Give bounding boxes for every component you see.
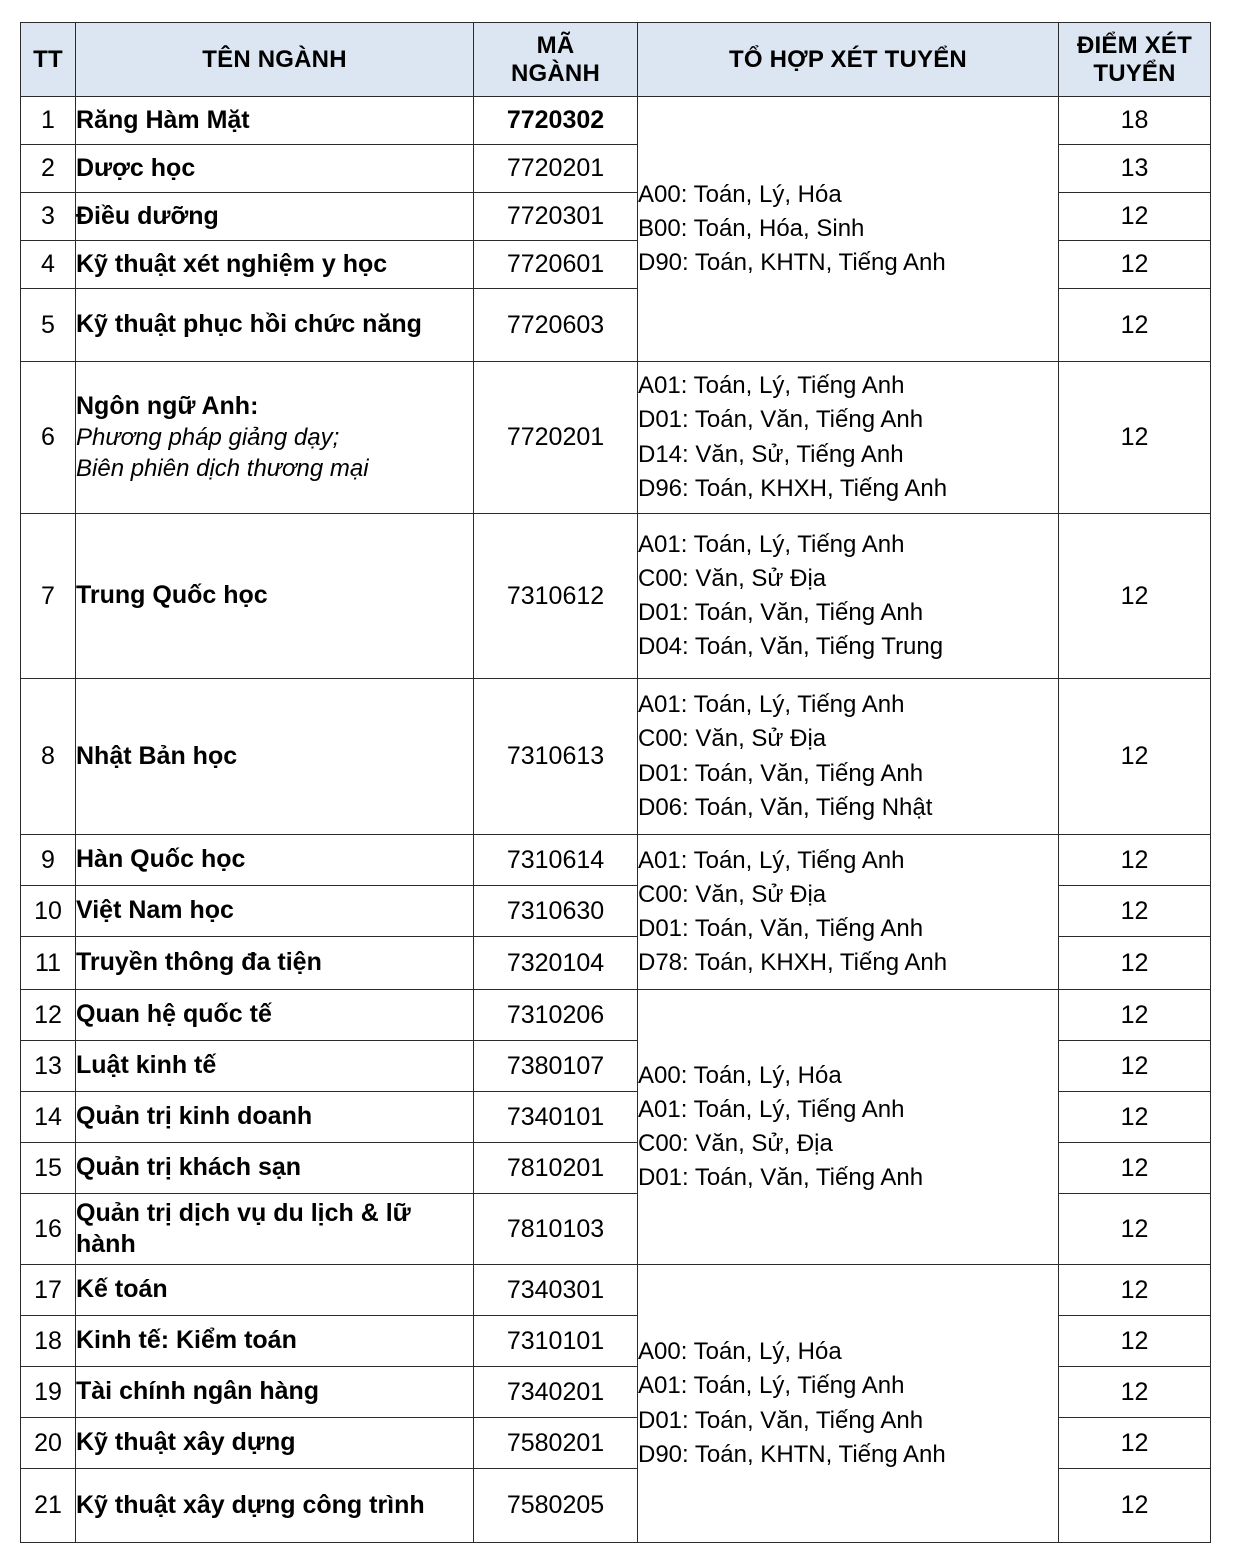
cell-major-code: 7720201 xyxy=(474,362,638,514)
admission-score-table xyxy=(20,22,1211,1543)
cell-tt: 15 xyxy=(21,1143,76,1194)
major-name-text: Dược học xyxy=(76,153,196,182)
column-header-score-line1: ĐIỂM XÉT xyxy=(1077,31,1192,59)
cell-tt: 19 xyxy=(21,1367,76,1418)
cell-tt: 21 xyxy=(21,1469,76,1543)
cell-major-code: 7310614 xyxy=(474,835,638,886)
major-name-text: Kỹ thuật xây dựng công trình xyxy=(76,1490,425,1519)
cell-tt: 9 xyxy=(21,835,76,886)
cell-major-name xyxy=(76,145,474,193)
cell-score: 12 xyxy=(1059,1316,1211,1367)
major-name-text: Nhật Bản học xyxy=(76,741,238,770)
cell-major-code: 7810103 xyxy=(474,1194,638,1265)
cell-score: 12 xyxy=(1059,1265,1211,1316)
cell-tt: 10 xyxy=(21,886,76,937)
cell-tt: 13 xyxy=(21,1041,76,1092)
major-name-text: Kỹ thuật xây dựng xyxy=(76,1428,296,1457)
cell-tt: 5 xyxy=(21,289,76,362)
cell-major-code: 7320104 xyxy=(474,937,638,990)
table-row xyxy=(21,679,1211,835)
combination-line: A01: Toán, Lý, Tiếng Anh xyxy=(638,372,905,400)
combination-line: A00: Toán, Lý, Hóa xyxy=(638,1338,842,1366)
cell-major-name xyxy=(76,1367,474,1418)
combination-line: A01: Toán, Lý, Tiếng Anh xyxy=(638,1372,905,1400)
major-name-text: Quản trị khách sạn xyxy=(76,1153,302,1182)
column-header-code xyxy=(474,23,638,97)
cell-major-name xyxy=(76,514,474,679)
cell-major-code: 7720302 xyxy=(474,97,638,145)
combination-line: D01: Toán, Văn, Tiếng Anh xyxy=(638,406,924,434)
cell-score: 12 xyxy=(1059,1469,1211,1543)
combination-line: D01: Toán, Văn, Tiếng Anh xyxy=(638,1164,924,1192)
combination-line: A01: Toán, Lý, Tiếng Anh xyxy=(638,1095,905,1123)
cell-tt: 6 xyxy=(21,362,76,514)
cell-major-name xyxy=(76,97,474,145)
combination-line: A01: Toán, Lý, Tiếng Anh xyxy=(638,846,905,874)
major-name-text: Quản trị dịch vụ du lịch & lữ hành xyxy=(76,1198,411,1258)
major-name-text: Quản trị kinh doanh xyxy=(76,1102,313,1131)
cell-score: 12 xyxy=(1059,679,1211,835)
cell-score: 12 xyxy=(1059,1092,1211,1143)
cell-major-name xyxy=(76,1469,474,1543)
cell-major-name xyxy=(76,1041,474,1092)
combination-line: D90: Toán, KHTN, Tiếng Anh xyxy=(638,249,946,277)
cell-combination-group-rows-1-5 xyxy=(638,97,1059,362)
cell-score: 12 xyxy=(1059,289,1211,362)
cell-combination-group-rows-12-16 xyxy=(638,990,1059,1265)
cell-major-code: 7340101 xyxy=(474,1092,638,1143)
major-name-text: Việt Nam học xyxy=(76,896,234,925)
cell-combination-group-rows-17-21 xyxy=(638,1265,1059,1543)
cell-score: 12 xyxy=(1059,1418,1211,1469)
major-name-text: Kế toán xyxy=(76,1275,168,1304)
cell-score: 13 xyxy=(1059,145,1211,193)
column-header-code-line2: NGÀNH xyxy=(511,59,600,87)
column-header-tt: TT xyxy=(21,23,76,97)
combination-line: D04: Toán, Văn, Tiếng Trung xyxy=(638,633,944,661)
column-header-combination: TỔ HỢP XÉT TUYỂN xyxy=(638,23,1059,97)
combination-line: B00: Toán, Hóa, Sinh xyxy=(638,214,865,242)
cell-score: 12 xyxy=(1059,362,1211,514)
cell-major-code: 7720603 xyxy=(474,289,638,362)
header-row xyxy=(21,23,1211,97)
cell-score: 12 xyxy=(1059,835,1211,886)
major-name-text: Kinh tế: Kiểm toán xyxy=(76,1326,297,1355)
cell-tt: 18 xyxy=(21,1316,76,1367)
cell-tt: 16 xyxy=(21,1194,76,1265)
table-row xyxy=(21,97,1211,145)
cell-tt: 4 xyxy=(21,241,76,289)
cell-combination-group-rows-9-11 xyxy=(638,835,1059,990)
table-row xyxy=(21,1265,1211,1316)
column-header-score xyxy=(1059,23,1211,97)
cell-score: 12 xyxy=(1059,193,1211,241)
cell-major-code: 7720301 xyxy=(474,193,638,241)
cell-score: 12 xyxy=(1059,1041,1211,1092)
cell-score: 12 xyxy=(1059,241,1211,289)
table-body xyxy=(21,97,1211,1543)
cell-major-name xyxy=(76,990,474,1041)
major-name-text: Quan hệ quốc tế xyxy=(76,1000,272,1029)
table-row xyxy=(21,835,1211,886)
cell-major-code: 7310206 xyxy=(474,990,638,1041)
cell-major-name xyxy=(76,886,474,937)
cell-tt: 7 xyxy=(21,514,76,679)
cell-tt: 14 xyxy=(21,1092,76,1143)
cell-tt: 12 xyxy=(21,990,76,1041)
combination-line: D14: Văn, Sử, Tiếng Anh xyxy=(638,440,904,468)
major-name-text: Kỹ thuật xét nghiệm y học xyxy=(76,249,388,278)
major-name-text: Trung Quốc học xyxy=(76,581,268,610)
column-header-name: TÊN NGÀNH xyxy=(76,23,474,97)
cell-major-name xyxy=(76,1143,474,1194)
cell-major-name xyxy=(76,241,474,289)
cell-major-name xyxy=(76,1194,474,1265)
cell-score: 12 xyxy=(1059,1143,1211,1194)
cell-tt: 1 xyxy=(21,97,76,145)
combination-line: D01: Toán, Văn, Tiếng Anh xyxy=(638,759,924,787)
combination-line: D01: Toán, Văn, Tiếng Anh xyxy=(638,915,924,942)
major-name-subtitle-2: Biên phiên dịch thương mại xyxy=(76,455,369,483)
cell-score: 12 xyxy=(1059,990,1211,1041)
cell-tt: 20 xyxy=(21,1418,76,1469)
cell-major-code: 7380107 xyxy=(474,1041,638,1092)
table-row xyxy=(21,514,1211,679)
major-name-text: Ngôn ngữ Anh: xyxy=(76,391,259,420)
cell-tt: 17 xyxy=(21,1265,76,1316)
combination-line: C00: Văn, Sử Địa xyxy=(638,725,827,753)
table-row xyxy=(21,990,1211,1041)
major-name-text: Điều dưỡng xyxy=(76,201,219,230)
cell-major-name xyxy=(76,835,474,886)
cell-major-code: 7720201 xyxy=(474,145,638,193)
cell-major-code: 7340301 xyxy=(474,1265,638,1316)
column-header-score-line2: TUYỂN xyxy=(1093,59,1176,87)
combination-line: C00: Văn, Sử, Địa xyxy=(638,1130,833,1157)
major-name-text: Luật kinh tế xyxy=(76,1051,217,1080)
cell-major-code: 7720601 xyxy=(474,241,638,289)
cell-major-code: 7580205 xyxy=(474,1469,638,1543)
cell-tt: 3 xyxy=(21,193,76,241)
combination-line: C00: Văn, Sử Địa xyxy=(638,564,827,592)
cell-major-code: 7340201 xyxy=(474,1367,638,1418)
cell-major-code: 7810201 xyxy=(474,1143,638,1194)
cell-tt: 2 xyxy=(21,145,76,193)
cell-major-code: 7580201 xyxy=(474,1418,638,1469)
cell-major-code: 7310630 xyxy=(474,886,638,937)
major-name-text: Truyền thông đa tiện xyxy=(76,948,322,977)
cell-major-code: 7310101 xyxy=(474,1316,638,1367)
major-name-subtitle-1: Phương pháp giảng dạy; xyxy=(76,423,340,451)
combination-line: D01: Toán, Văn, Tiếng Anh xyxy=(638,599,924,626)
cell-major-name xyxy=(76,362,474,514)
cell-major-name xyxy=(76,289,474,362)
cell-major-code: 7310612 xyxy=(474,514,638,679)
cell-major-name xyxy=(76,1092,474,1143)
combination-line: D78: Toán, KHXH, Tiếng Anh xyxy=(638,949,948,977)
major-name-text: Tài chính ngân hàng xyxy=(76,1377,320,1406)
combination-line: D90: Toán, KHTN, Tiếng Anh xyxy=(638,1440,946,1468)
table-header xyxy=(21,23,1211,97)
cell-score: 12 xyxy=(1059,514,1211,679)
cell-score: 12 xyxy=(1059,1367,1211,1418)
combination-line: A00: Toán, Lý, Hóa xyxy=(638,180,842,208)
cell-score: 18 xyxy=(1059,97,1211,145)
combination-line: D06: Toán, Văn, Tiếng Nhật xyxy=(638,793,933,821)
cell-score: 12 xyxy=(1059,937,1211,990)
combination-line: A01: Toán, Lý, Tiếng Anh xyxy=(638,691,905,719)
cell-major-name xyxy=(76,937,474,990)
combination-line: A01: Toán, Lý, Tiếng Anh xyxy=(638,530,905,558)
combination-line: D96: Toán, KHXH, Tiếng Anh xyxy=(638,474,948,502)
cell-major-name xyxy=(76,1265,474,1316)
cell-score: 12 xyxy=(1059,886,1211,937)
cell-major-name xyxy=(76,193,474,241)
combination-line: A00: Toán, Lý, Hóa xyxy=(638,1061,842,1089)
cell-major-name xyxy=(76,1316,474,1367)
cell-major-name xyxy=(76,1418,474,1469)
cell-combination-group-row-8 xyxy=(638,679,1059,835)
combination-line: D01: Toán, Văn, Tiếng Anh xyxy=(638,1406,924,1434)
table-row xyxy=(21,362,1211,514)
major-name-text: Hàn Quốc học xyxy=(76,845,246,874)
cell-score: 12 xyxy=(1059,1194,1211,1265)
major-name-text: Răng Hàm Mặt xyxy=(76,105,250,134)
cell-tt: 11 xyxy=(21,937,76,990)
column-header-code-line1: MÃ xyxy=(536,31,575,59)
major-name-text: Kỹ thuật phục hồi chức năng xyxy=(76,310,422,339)
cell-major-name xyxy=(76,679,474,835)
cell-combination-group-row-7 xyxy=(638,514,1059,679)
combination-line: C00: Văn, Sử Địa xyxy=(638,880,827,908)
cell-tt: 8 xyxy=(21,679,76,835)
cell-major-code: 7310613 xyxy=(474,679,638,835)
cell-combination-group-row-6 xyxy=(638,362,1059,514)
